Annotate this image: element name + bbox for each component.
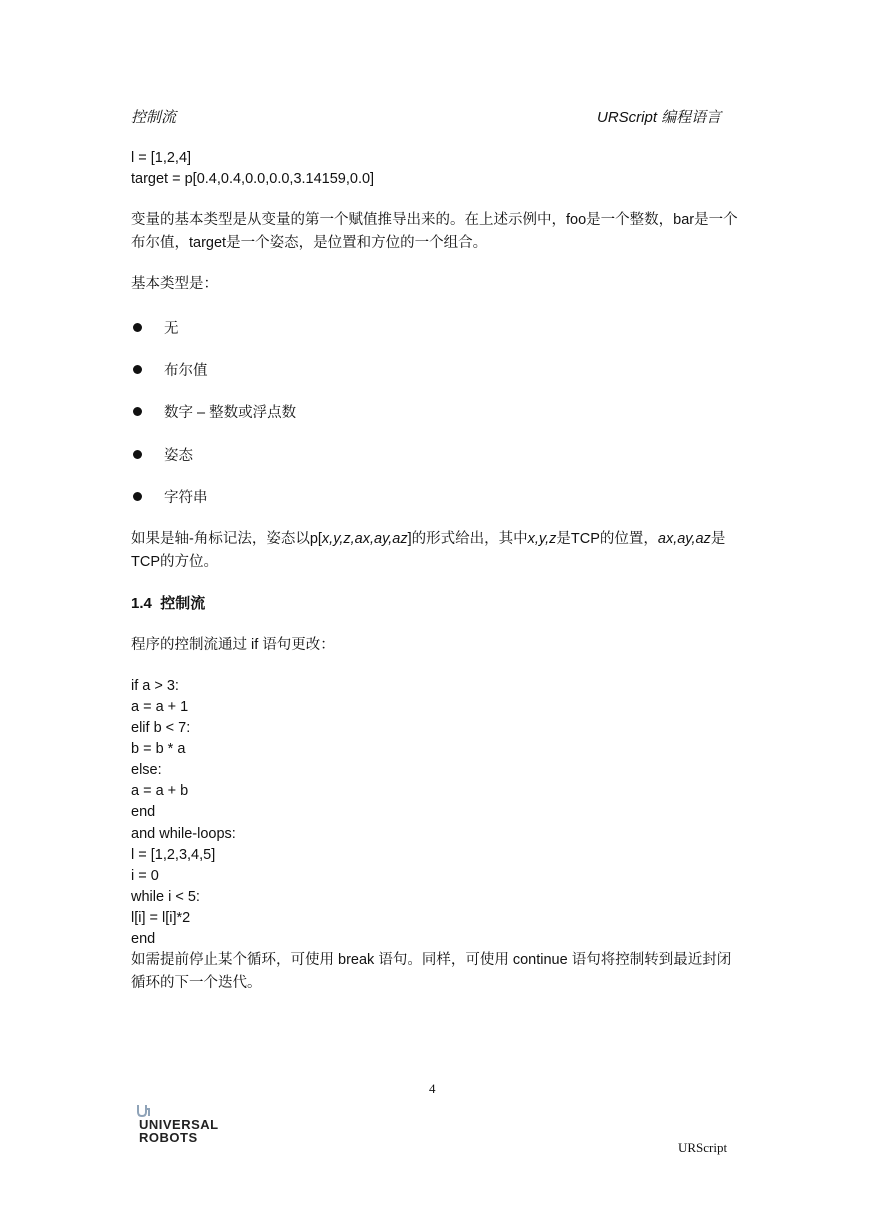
code-line: l = [1,2,3,4,5]: [131, 847, 216, 863]
code-line: i = 0: [131, 868, 159, 884]
header-section-title: 控制流: [131, 109, 177, 126]
text-segment: 是TCP的方位。: [131, 531, 726, 570]
logo-line-2: ROBOTS: [139, 1130, 198, 1145]
paragraph-base-types: 变量的基本类型是从变量的第一个赋值推导出来的。在上述示例中，foo是一个整数，bar是一个布尔值，target是一个姿态，是位置和方位的一个组合。: [131, 212, 738, 251]
bullet-icon: [133, 492, 142, 501]
footer-document-name: URScript: [678, 1140, 728, 1155]
italic-segment: ax,ay,az: [657, 531, 711, 547]
paragraph-pose-notation: [131, 528, 741, 574]
universal-robots-logo: [134, 1104, 244, 1146]
text-segment: 是TCP的位置，: [556, 531, 658, 547]
code-line: l[i] = l[i]*2: [131, 910, 191, 926]
code-line: and while-loops:: [131, 826, 236, 842]
code-line: elif b < 7:: [131, 720, 191, 736]
section-number: 1.4: [131, 595, 152, 612]
list-item: [131, 400, 296, 422]
list-item-label: 字符串: [164, 489, 208, 506]
paragraph-break-continue: 如需提前停止某个循环，可使用 break 语句。同样，可使用 continue 语句将控制转到最近封闭循环的下一个迭代。: [131, 952, 732, 991]
text-segment: ]的形式给出，其中: [407, 531, 528, 547]
paragraph-control-flow: 程序的控制流通过 if 语句更改：: [131, 637, 335, 653]
list-item-label: 姿态: [164, 447, 193, 464]
code-line: b = b * a: [131, 741, 186, 757]
list-item-label: 布尔值: [164, 362, 208, 379]
header-document-title: URScript 编程语言: [597, 109, 722, 126]
types-intro: 基本类型是：: [131, 276, 218, 292]
code-line: else:: [131, 762, 162, 778]
italic-segment: x,y,z: [527, 531, 557, 547]
list-item: [131, 358, 208, 380]
list-item: [131, 443, 193, 465]
text-segment: 如果是轴-角标记法，姿态以p[: [131, 531, 322, 547]
code-line: a = a + b: [131, 783, 189, 799]
ur-logo-mark-icon: [137, 1104, 151, 1117]
code-line: end: [131, 931, 156, 947]
list-item: [131, 485, 208, 507]
list-item: [131, 316, 179, 338]
code-line: a = a + 1: [131, 699, 189, 715]
bullet-icon: [133, 450, 142, 459]
italic-segment: x,y,z,ax,ay,az: [321, 531, 408, 547]
list-item-label: 数字 – 整数或浮点数: [164, 404, 297, 421]
code-line: l = [1,2,4]: [131, 150, 192, 166]
code-line: target = p[0.4,0.4,0.0,0.0,3.14159,0.0]: [131, 171, 375, 187]
code-line: if a > 3:: [131, 678, 179, 694]
code-line: while i < 5:: [131, 889, 200, 905]
code-line: end: [131, 804, 156, 820]
page-number: 4: [429, 1081, 436, 1096]
logo-line-1: UNIVERSAL: [139, 1117, 219, 1132]
bullet-icon: [133, 323, 142, 332]
section-title: 控制流: [160, 595, 206, 612]
bullet-icon: [133, 407, 142, 416]
section-heading: [131, 592, 205, 613]
bullet-icon: [133, 365, 142, 374]
list-item-label: 无: [164, 320, 179, 337]
